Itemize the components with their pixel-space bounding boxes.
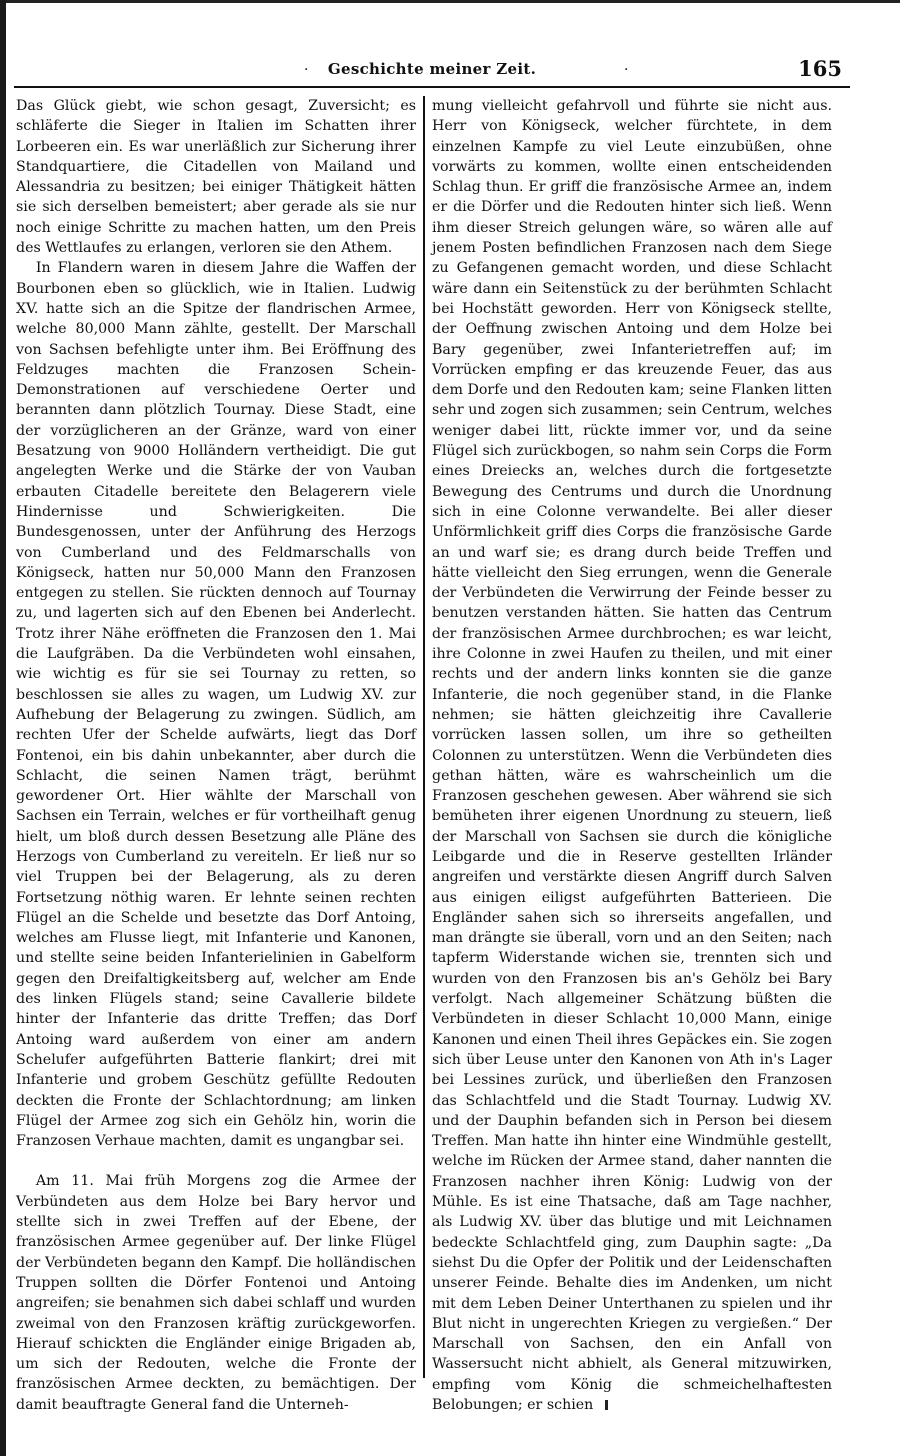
left-edge-rule — [0, 0, 6, 1456]
paragraph: mung vielleicht gefahrvoll und führte sie nicht aus. Herr von Königseck, welcher fürchtete, in dem einzelnen Kampfe zu viel Leute einzubüßen, ohne vorwärts zu kommen, wollte einen entscheidenden Schlag thun. Er griff die französische Armee an, indem er die Dörfer und die Redouten hinter sich ließ. Wenn ihm dieser Streich gelungen wäre, so wären alle auf jenem Posten befindlichen Franzosen nach dem Siege zu Gefangenen gemacht worden, und diese Schlacht wäre dann ein Seitenstück zu der berühmten Schlacht bei Hochstätt geworden. Herr von Königseck stellte, der Oeffnung zwischen Antoing und dem Holze bei Bary gegenüber, zwei Infanterietreffen auf; im Vorrücken empfing er das kreuzende Feuer, das aus dem Dorfe und den Redouten kam; seine Flanken litten sehr und zogen sich zusammen; sein Centrum, welches weniger dabei litt, rückte immer vor, und da seine Flügel sich zurückbogen, so nahm sein Corps die Form eines Dreiecks an, welches durch die fortgesetzte Bewegung des Centrums und durch die Unordnung sich in eine Colonne verwandelte. Bei aller dieser Unförmlichkeit griff dies Corps die französische Garde an und warf sie; es drang durch beide Treffen und hätte vielleicht den Sieg errungen, wenn die Generale der Verbündeten die Verwirrung der Feinde besser zu benutzen verstanden hätten. Sie hatten das Centrum der französischen Armee durchbrochen; es war leicht, ihre Colonne in zwei Haufen zu theilen, und mit einer rechts und der andern links konnten sie die ganze Infanterie, die noch gegenüber stand, in die Flanke nehmen; sie hätten gleichzeitig ihre Cavallerie vorrücken lassen sollen, um ihre so getheilten Colonnen zu unterstützen. Wenn die Verbündeten dies gethan hätten, wäre es wahrscheinlich um die Franzosen geschehen gewesen. Aber während sie sich bemüheten ihrer eigenen Unordnung zu steuern, ließ der Marschall von Sachsen sie durch die königliche Leibgarde und die in Reserve gestellten Irländer angreifen und verstärkte diesen Angriff durch Salven aus einigen eiligst aufgeführten Batterieen. Die Engländer sahen sich so ihrerseits angefallen, und man drängte sie überall, vorn und an den Seiten; nach tapferm Widerstande wichen sie, trennten sich und wurden von den Franzosen bis an's Gehölz bei Bary verfolgt. Nach allgemeiner Schätzung büßten die Verbündeten in dieser Schlacht 10,000 Mann, einige Kanonen und einen Theil ihres Gepäckes ein. Sie zogen sich über Leuse unter den Kanonen von Ath in's Lager bei Lessines zurück, und überließen den Franzosen das Schlachtfeld und die Stadt Tournay. Ludwig XV. und der Dauphin befanden sich in Person bei diesem Treffen. Man hatte ihn hinter eine Windmühle gestellt, welche im Rücken der Armee stand, daher nannten die Franzosen nachher ihren König: Ludwig von der Mühle. Es ist eine Thatsache, daß am Tage nachher, als Ludwig XV. über das blutige und mit Leichnamen bedeckte Schlachtfeld ging, zum Dauphin sagte: „Da siehst Du die Opfer der Politik und der Leidenschaften unserer Feinde. Behalte dies im Andenken, um nicht mit dem Leben Deiner Unterthanen zu spielen und ihr Blut nicht in ungerechten Kriegen zu vergießen.“ Der Marschall von Sachsen, den ein Anfall von Wassersucht nicht abhielt, als General mitzuwirken, empfing vom König die schmeichelhaftesten Belobungen; er schien — [432, 98, 833, 1413]
paragraph: Das Glück giebt, wie schon gesagt, Zuversicht; es schläferte die Sieger in Italien im Schatten ihrer Lorbeeren ein. Es war unerläßlich zur Sicherung ihrer Standquartiere, die Citadellen von Mailand und Alessandria zu besitzen; bei einiger Thätigkeit hätten sie sich derselben bemeistert; aber gerade als sie nur noch einige Schritte zu machen hatten, um den Preis des Wettlaufes zu erlangen, verloren sie den Athem. — [16, 98, 416, 257]
header-ornament-dot: · — [304, 62, 309, 78]
text-column-left — [16, 96, 416, 1413]
running-header — [14, 52, 850, 92]
page-number: 165 — [798, 56, 842, 81]
bottom-mark — [605, 1400, 608, 1410]
top-edge-rule — [0, 0, 900, 3]
header-ornament-dot: · — [624, 62, 629, 78]
text-column-right — [432, 96, 833, 1413]
header-rule — [14, 86, 850, 88]
paragraph: Am 11. Mai früh Morgens zog die Armee der Verbündeten aus dem Holze bei Bary hervor und stellte sich in zwei Treffen auf der Ebene, der französischen Armee gegenüber auf. Der linke Flügel der Verbündeten begann den Kampf. Die holländischen Truppen sollten die Dörfer Fontenoi und Antoing angreifen; sie benahmen sich dabei schlaff und wurden zweimal von den Franzosen kräftig zurückgeworfen. Hierauf schickten die Engländer einige Brigaden ab, um sich der Redouten, welche die Fronte der französischen Armee deckten, zu bemächtigen. Der damit beauftragte General fand die Unterneh- — [16, 1173, 416, 1413]
running-head-title: Geschichte meiner Zeit. — [327, 60, 537, 78]
paragraph: In Flandern waren in diesem Jahre die Waffen der Bourbonen eben so glücklich, wie in Italien. Ludwig XV. hatte sich an die Spitze der flandrischen Armee, welche 80,000 Mann zählte, gestellt. Der Marschall von Sachsen befehligte unter ihm. Bei Eröffnung des Feldzuges machten die Franzosen Schein-Demonstrationen auf verschiedene Oerter und berannten dann plötzlich Tournay. Diese Stadt, eine der vorzüglicheren an der Gränze, ward von einer Besatzung von 9000 Holländern vertheidigt. Die gut angelegten Werke und die Stärke der von Vauban erbauten Citadelle bereitete den Belagerern viele Hindernisse und Schwierigkeiten. Die Bundesgenossen, unter der Anführung des Herzogs von Cumberland und des Feldmarschalls von Königseck, hatten nur 50,000 Mann den Franzosen entgegen zu stellen. Sie rückten dennoch auf Tournay zu, und lagerten sich auf den Ebenen bei Anderlecht. Trotz ihrer Nähe eröffneten die Franzosen den 1. Mai die Laufgräben. Da die Verbündeten wohl einsahen, wie wichtig es für sie sei Tournay zu retten, so beschlossen sie alles zu wagen, um Ludwig XV. zur Aufhebung der Belagerung zu zwingen. Südlich, am rechten Ufer der Schelde aufwärts, liegt das Dorf Fontenoi, ein bis dahin unbekannter, aber durch die Schlacht, die seinen Namen trägt, berühmt gewordener Ort. Hier wählte der Marschall von Sachsen ein Terrain, welches er für vortheilhaft genug hielt, um bloß durch dessen Besetzung alle Pläne des Herzogs von Cumberland zu vereiteln. Er ließ nur so viel Truppen bei der Belagerung, als zu deren Fortsetzung nöthig waren. Er lehnte seinen rechten Flügel an die Schelde und besetzte das Dorf Antoing, welches am Flusse liegt, mit Infanterie und Kanonen, und stellte seine beiden Infanterielinien in Gabelform gegen den Dreifaltigkeitsberg auf, welcher am Ende des linken Flügels stand; seine Cavallerie bildete hinter der Infanterie das dritte Treffen; das Dorf Antoing ward außerdem von einer am andern Schelufer aufgeführten Batterie flankirt; drei mit Infanterie und grobem Geschütz gefüllte Redouten deckten die Fronte der Schlachtordnung; am linken Flügel der Armee zog sich ein Gehölz hin, worin die Franzosen Verhaue machten, damit es ungangbar sei. — [16, 260, 416, 1150]
column-divider — [423, 96, 425, 1378]
